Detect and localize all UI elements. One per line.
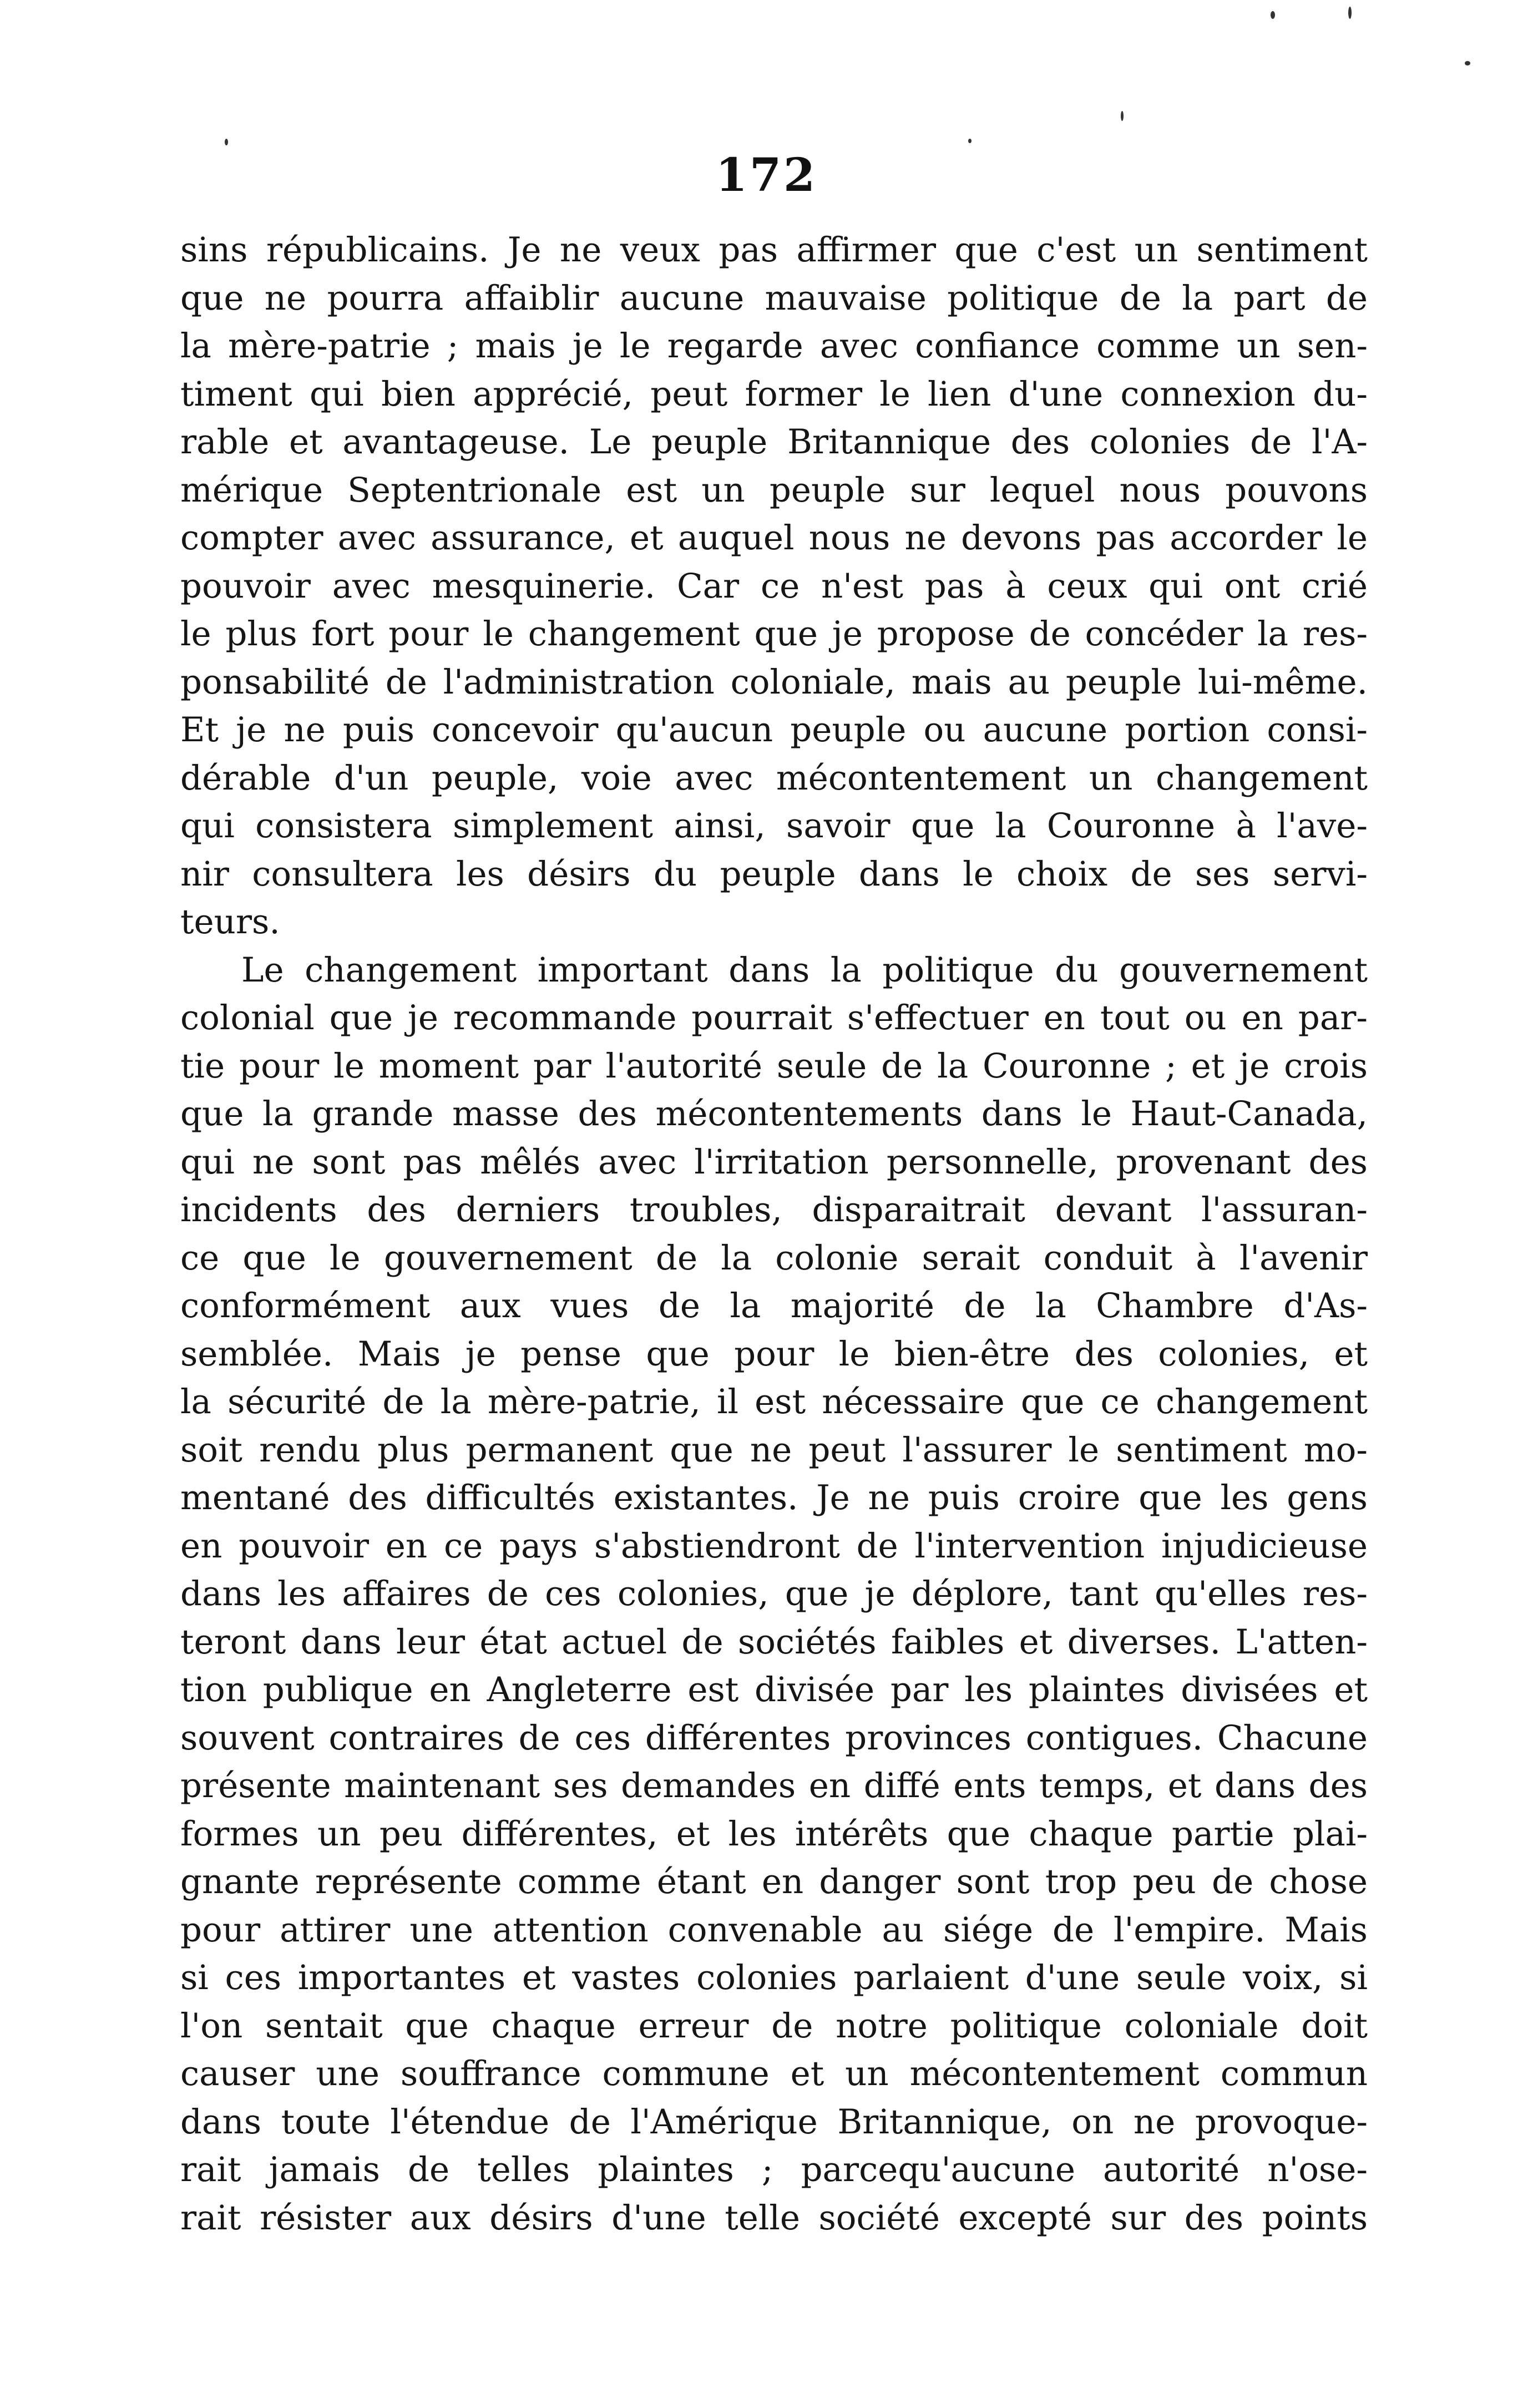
text-line: compter avec assurance, et auquel nous ne devons pas accorder le bbox=[180, 518, 1368, 558]
text-line: colonial que je recommande pourrait s'effectuer en tout ou en par- bbox=[180, 998, 1368, 1038]
text-line: tie pour le moment par l'autorité seule de la Couronne ; et je crois bbox=[180, 1046, 1368, 1086]
text-line: ce que le gouvernement de la colonie serait conduit à l'avenir bbox=[180, 1238, 1368, 1278]
text-line: soit rendu plus permanent que ne peut l'assurer le sentiment mo- bbox=[180, 1430, 1368, 1470]
text-line: souvent contraires de ces différentes provinces contigues. Chacune bbox=[180, 1718, 1368, 1758]
text-line: rable et avantageuse. Le peuple Britannique des colonies de l'A- bbox=[180, 422, 1368, 462]
text-line: en pouvoir en ce pays s'abstiendront de l'intervention injudicieuse bbox=[180, 1526, 1368, 1566]
text-line: qui consistera simplement ainsi, savoir que la Couronne à l'ave- bbox=[180, 806, 1368, 846]
text-line: l'on sentait que chaque erreur de notre politique coloniale doit bbox=[180, 2006, 1368, 2046]
scan-speck bbox=[968, 139, 972, 143]
paragraph-2 bbox=[180, 947, 1368, 2243]
body-text bbox=[180, 226, 1368, 2242]
text-line: dans les affaires de ces colonies, que je déplore, tant qu'elles res- bbox=[180, 1574, 1368, 1613]
text-line: mérique Septentrionale est un peuple sur lequel nous pouvons bbox=[180, 470, 1368, 510]
text-line: Le changement important dans la politique du gouvernement bbox=[241, 950, 1368, 990]
text-line: causer une souffrance commune et un mécontentement commun bbox=[180, 2054, 1368, 2093]
text-line: la mère-patrie ; mais je le regarde avec confiance comme un sen- bbox=[180, 326, 1368, 366]
text-line: nir consultera les désirs du peuple dans le choix de ses servi- bbox=[180, 854, 1368, 894]
scan-speck bbox=[1271, 11, 1275, 19]
text-line: rait résister aux désirs d'une telle société excepté sur des points bbox=[180, 2198, 1368, 2238]
text-line: le plus fort pour le changement que je propose de concéder la res- bbox=[180, 614, 1368, 654]
text-line: ponsabilité de l'administration coloniale, mais au peuple lui-même. bbox=[180, 662, 1368, 702]
text-line: si ces importantes et vastes colonies parlaient d'une seule voix, si bbox=[180, 1958, 1368, 1997]
scan-speck bbox=[225, 139, 228, 145]
text-line: gnante représente comme étant en danger sont trop peu de chose bbox=[180, 1862, 1368, 1901]
text-line: teront dans leur état actuel de sociétés faibles et diverses. L'atten- bbox=[180, 1622, 1368, 1662]
scan-speck bbox=[1465, 61, 1470, 65]
text-line: qui ne sont pas mêlés avec l'irritation personnelle, provenant des bbox=[180, 1142, 1368, 1182]
text-line: incidents des derniers troubles, disparaitrait devant l'assuran- bbox=[180, 1190, 1368, 1230]
text-line: présente maintenant ses demandes en diffé ents temps, et dans des bbox=[180, 1766, 1368, 1805]
text-line: dans toute l'étendue de l'Amérique Britannique, on ne provoque- bbox=[180, 2102, 1368, 2142]
text-line: teurs. bbox=[180, 902, 280, 942]
text-line: que ne pourra affaiblir aucune mauvaise politique de la part de bbox=[180, 278, 1368, 318]
text-line: dérable d'un peuple, voie avec mécontentement un changement bbox=[180, 758, 1368, 798]
text-line: timent qui bien apprécié, peut former le lien d'une connexion du- bbox=[180, 374, 1368, 414]
text-line: Et je ne puis concevoir qu'aucun peuple ou aucune portion consi- bbox=[180, 710, 1368, 750]
page-number: 172 bbox=[715, 149, 818, 202]
text-line: conformément aux vues de la majorité de la Chambre d'As- bbox=[180, 1286, 1368, 1326]
text-line: pour attirer une attention convenable au siége de l'empire. Mais bbox=[180, 1910, 1368, 1950]
text-line: formes un peu différentes, et les intérêts que chaque partie plai- bbox=[180, 1814, 1368, 1854]
scan-speck bbox=[1121, 111, 1124, 121]
text-line: rait jamais de telles plaintes ; parcequ'aucune autorité n'ose- bbox=[180, 2150, 1368, 2189]
text-line: la sécurité de la mère-patrie, il est nécessaire que ce changement bbox=[180, 1382, 1368, 1421]
text-line: sins républicains. Je ne veux pas affirmer que c'est un sentiment bbox=[180, 230, 1368, 270]
paragraph-1 bbox=[180, 226, 1368, 947]
text-line: tion publique en Angleterre est divisée par les plaintes divisées et bbox=[180, 1670, 1368, 1709]
scan-speck bbox=[1348, 7, 1352, 19]
text-line: pouvoir avec mesquinerie. Car ce n'est pas à ceux qui ont crié bbox=[180, 566, 1368, 606]
text-line: que la grande masse des mécontentements dans le Haut-Canada, bbox=[180, 1094, 1368, 1134]
text-line: mentané des difficultés existantes. Je ne puis croire que les gens bbox=[180, 1478, 1368, 1517]
text-line: semblée. Mais je pense que pour le bien-être des colonies, et bbox=[180, 1334, 1368, 1374]
